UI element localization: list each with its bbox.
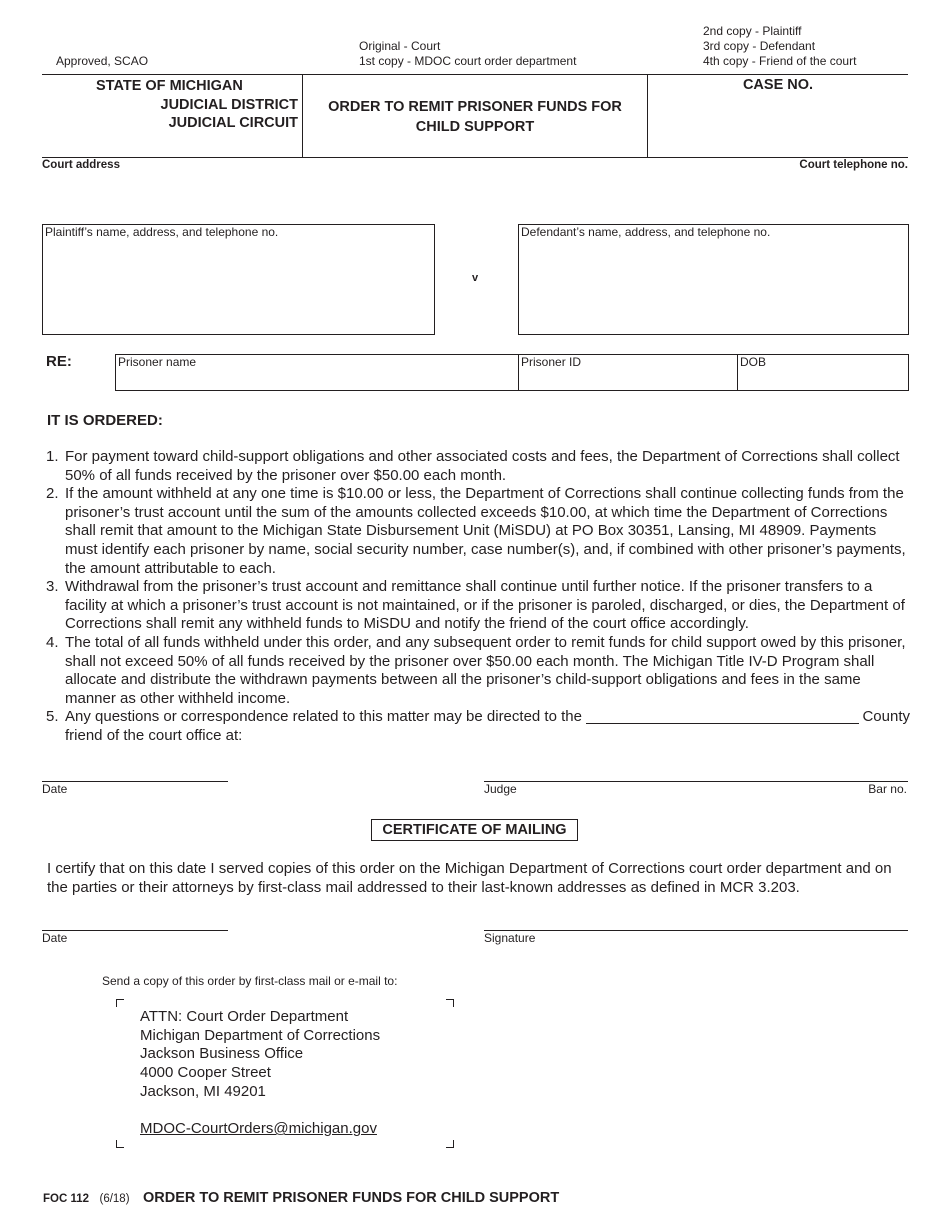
order-item xyxy=(46,448,910,485)
caption-top-rule xyxy=(42,74,908,75)
form-revision: (6/18) xyxy=(99,1193,130,1205)
judicial-circuit: JUDICIAL CIRCUIT xyxy=(168,115,298,131)
dob-field[interactable] xyxy=(738,355,908,390)
form-footer xyxy=(43,1189,559,1207)
county-blank[interactable] xyxy=(586,722,860,724)
case-no-label: CASE NO. xyxy=(742,77,814,93)
address-corner-bl xyxy=(116,1140,124,1148)
judge-signature-line[interactable] xyxy=(484,781,908,782)
defendant-box[interactable] xyxy=(518,224,909,335)
item-number: 1. xyxy=(46,448,59,465)
approved-scao: Approved, SCAO xyxy=(56,54,149,68)
re-row xyxy=(115,354,909,391)
distribution-right xyxy=(703,24,856,69)
address-line: Jackson, MI 49201 xyxy=(140,1082,266,1100)
caption-bottom-rule xyxy=(42,157,908,158)
court-caption xyxy=(42,77,298,133)
order-items xyxy=(46,448,910,746)
item-number: 3. xyxy=(46,578,59,596)
mdoc-email-link[interactable]: MDOC-CourtOrders@michigan.gov xyxy=(140,1120,377,1138)
address-corner-tl xyxy=(116,999,124,1007)
court-telephone-label: Court telephone no. xyxy=(799,159,908,171)
certificate-text: I certify that on this date I served copies of this order on the Michigan Department of Corrections court order department and on the parties or their attorneys by first-class mail addressed to their last-known addresses as defined in MCR 3.203. xyxy=(47,860,892,896)
address-corner-br xyxy=(446,1140,454,1148)
judicial-district: JUDICIAL DISTRICT xyxy=(160,96,298,113)
form-title xyxy=(303,97,647,137)
item-number: 5. xyxy=(46,708,59,726)
court-address-label: Court address xyxy=(42,159,120,171)
date-line-1[interactable] xyxy=(42,781,228,782)
certificate-heading: CERTIFICATE OF MAILING xyxy=(371,819,578,841)
plaintiff-label: Plaintiff’s name, address, and telephone no. xyxy=(45,225,279,239)
item5-text: Any questions or correspondence related to this matter may be directed to the xyxy=(65,708,582,726)
county-label: County xyxy=(862,708,910,726)
dob-label: DOB xyxy=(740,355,767,369)
prisoner-id-field[interactable] xyxy=(519,355,737,390)
re-label: RE: xyxy=(46,353,72,370)
dist-second-copy: 2nd copy - Plaintiff xyxy=(703,24,802,38)
judge-label: Judge xyxy=(484,782,517,796)
order-item xyxy=(46,708,910,745)
footer-title: ORDER TO REMIT PRISONER FUNDS FOR CHILD SUPPORT xyxy=(142,1190,560,1206)
form-title-line1: ORDER TO REMIT PRISONER FUNDS FOR xyxy=(328,99,622,115)
date-label-2: Date xyxy=(42,931,68,945)
it-is-ordered-heading: IT IS ORDERED: xyxy=(47,412,163,429)
dist-original: Original - Court xyxy=(359,39,441,53)
item-text: Withdrawal from the prisoner’s trust account and remittance shall continue until further notice. If the prisoner transfers to a facility at which a prisoner’s trust account is not maintained, or if the prisoner is paroled, discharged, or dies, the Department of Corrections shall remit any withheld funds to MiSDU and notify the friend of the court office accordingly. xyxy=(65,578,905,633)
mailing-instruction: Send a copy of this order by first-class mail or e-mail to: xyxy=(102,974,398,988)
form-number: FOC 112 xyxy=(43,1193,90,1205)
plaintiff-box[interactable] xyxy=(42,224,435,335)
address-line: 4000 Cooper Street xyxy=(140,1064,271,1082)
distribution-left xyxy=(359,39,576,69)
item-text: For payment toward child-support obligations and other associated costs and fees, the Department of Corrections shall collect 50% of all funds received by the prisoner over $50.00 each month. xyxy=(65,448,900,484)
bar-no-label: Bar no. xyxy=(868,782,907,796)
address-corner-tr xyxy=(446,999,454,1007)
dist-fourth-copy: 4th copy - Friend of the court xyxy=(703,54,857,68)
item-number: 2. xyxy=(46,485,59,503)
address-line: Jackson Business Office xyxy=(140,1045,304,1063)
order-item xyxy=(46,634,910,708)
dist-third-copy: 3rd copy - Defendant xyxy=(703,39,816,53)
item5-line1 xyxy=(65,708,910,727)
item-number: 4. xyxy=(46,633,59,651)
prisoner-name-field[interactable] xyxy=(116,355,518,390)
item5-text-cont: friend of the court office at: xyxy=(65,726,243,744)
signature-label: Signature xyxy=(484,931,536,945)
date-line-2[interactable] xyxy=(42,930,228,931)
mdoc-address xyxy=(140,1008,380,1139)
prisoner-name-label: Prisoner name xyxy=(118,355,197,369)
signature-line[interactable] xyxy=(484,930,908,931)
state-of-michigan: STATE OF MICHIGAN xyxy=(96,78,243,94)
dist-first-copy: 1st copy - MDOC court order department xyxy=(359,54,577,68)
order-item xyxy=(46,485,910,578)
defendant-label: Defendant’s name, address, and telephone no. xyxy=(521,225,771,239)
address-line: ATTN: Court Order Department xyxy=(140,1008,349,1025)
form-title-line2: CHILD SUPPORT xyxy=(415,119,535,135)
item-text: The total of all funds withheld under this order, and any subsequent order to remit funds for child support owed by this prisoner, shall not exceed 50% of all funds received by the prisoner over $50.00 each month. The Michigan Title IV-D Program shall allocate and distribute the withdrawn payments between all the prisoner’s child-support obligations and fees in the same manner as other withheld income. xyxy=(65,633,906,707)
prisoner-id-label: Prisoner ID xyxy=(521,355,582,369)
order-item xyxy=(46,578,910,634)
versus: v xyxy=(472,272,479,284)
date-label-1: Date xyxy=(42,782,68,796)
item-text: If the amount withheld at any one time is $10.00 or less, the Department of Corrections shall continue collecting funds from the prisoner’s trust account until the sum of the amounts collected exceeds $10.00, at which time the Department of Corrections shall remit that amount to the Michigan State Disbursement Unit (MiSDU) at PO Box 30351, Lansing, MI 48909. Payments must identify each prisoner by name, social security number, case number(s), and, if combined with other prisoner’s payments, the amount attributable to each. xyxy=(65,485,906,577)
address-line: Michigan Department of Corrections xyxy=(140,1026,381,1044)
